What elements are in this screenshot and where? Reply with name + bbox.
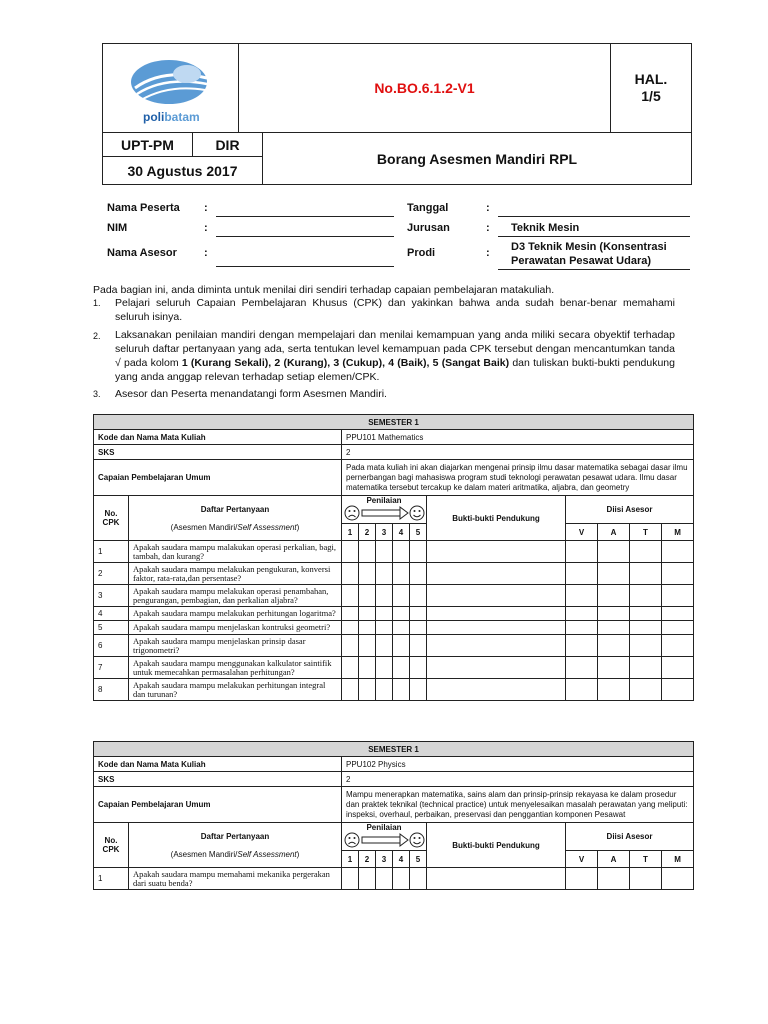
dir-label: DIR (193, 133, 263, 157)
score-cell[interactable] (393, 607, 410, 621)
self-assessment-label: Self Assessment (237, 522, 297, 532)
logo-text-poli: poli (143, 110, 165, 124)
asesor-cell[interactable] (662, 621, 694, 635)
bukti-cell[interactable] (427, 657, 566, 679)
bukti-cell[interactable] (427, 585, 566, 607)
asesor-cell[interactable] (598, 607, 630, 621)
prodi-value-line-2: Perawatan Pesawat Udara) (511, 255, 652, 267)
score-header: 2 (359, 851, 376, 868)
capaian-label: Capaian Pembelajaran Umum (94, 787, 342, 823)
vatm-header: V (566, 524, 598, 541)
asesor-cell[interactable] (662, 585, 694, 607)
bukti-cell[interactable] (427, 621, 566, 635)
form-title: Borang Asesmen Mandiri RPL (376, 150, 578, 167)
cpk-label: CPK (102, 518, 120, 527)
happy-face-icon (410, 833, 424, 847)
nama-asesor-label: Nama Asesor (107, 247, 177, 259)
happy-face-icon (410, 506, 424, 520)
vatm-header: M (662, 524, 694, 541)
score-cell[interactable] (342, 541, 359, 563)
asesor-cell[interactable] (598, 635, 630, 657)
score-cell[interactable] (342, 607, 359, 621)
jurusan-value: Teknik Mesin (511, 222, 580, 234)
bukti-cell[interactable] (427, 635, 566, 657)
score-header: 2 (359, 524, 376, 541)
question-text: Apakah saudara mampu melakukan perhitungan integral dan turunan? (129, 679, 342, 701)
cpk-label: CPK (102, 845, 120, 854)
document-header (102, 43, 692, 185)
nim-field[interactable] (216, 236, 394, 237)
jurusan-label: Jurusan (407, 222, 450, 234)
colon: : (204, 247, 208, 259)
asesor-cell[interactable] (566, 868, 598, 890)
prodi-value (511, 240, 667, 268)
score-cell[interactable] (376, 679, 393, 701)
score-cell[interactable] (359, 585, 376, 607)
asesor-cell[interactable] (662, 679, 694, 701)
vatm-header: A (598, 524, 630, 541)
sks-label: SKS (94, 445, 342, 460)
question-row (94, 679, 694, 701)
vatm-header: T (630, 524, 662, 541)
prodi-field (498, 269, 690, 270)
instructions-intro: Pada bagian ini, anda diminta untuk menilai diri sendiri terhadap capaian pembelajaran matakuliah. (93, 284, 555, 296)
asesor-cell[interactable] (630, 657, 662, 679)
score-header: 1 (342, 524, 359, 541)
question-row (94, 657, 694, 679)
jurusan-field (498, 236, 690, 237)
asesor-cell[interactable] (598, 541, 630, 563)
rating-scale-graphic (342, 505, 427, 521)
score-cell[interactable] (393, 621, 410, 635)
score-cell[interactable] (410, 679, 427, 701)
asesor-cell[interactable] (566, 679, 598, 701)
question-text: Apakah saudara mampu melakukan pengukuran, konversi faktor, rata-rata,dan persentase? (129, 563, 342, 585)
asesor-cell[interactable] (662, 868, 694, 890)
asesor-cell[interactable] (630, 679, 662, 701)
score-header: 5 (410, 851, 427, 868)
bukti-cell[interactable] (427, 868, 566, 890)
sad-face-icon (345, 506, 359, 520)
score-cell[interactable] (342, 868, 359, 890)
bukti-header: Bukti-bukti Pendukung (427, 496, 566, 541)
no-cpk-header (94, 823, 129, 868)
hal-label: HAL. (634, 71, 668, 87)
score-cell[interactable] (393, 563, 410, 585)
sad-face-icon (345, 833, 359, 847)
colon: : (486, 202, 490, 214)
asesor-cell[interactable] (566, 563, 598, 585)
score-cell[interactable] (393, 541, 410, 563)
sks-value: 2 (342, 445, 694, 460)
instruction-3: Asesor dan Peserta menandatangi form Asesmen Mandiri. (115, 388, 387, 400)
question-row (94, 621, 694, 635)
cpk-number: 1 (94, 541, 129, 563)
vatm-header: T (630, 851, 662, 868)
capaian-value: Mampu menerapkan matematika, sains alam dan prinsip-prinsip rekayasa ke dalam prosedur dan praktek teknikal (technical practice) untuk menyelesaikan masalah perawatan yang meliputi: inspeksi, overhaul, perbaikan, preservasi dan penggantian komponen Pesawat (342, 787, 694, 823)
penilaian-header (342, 823, 427, 851)
score-header: 4 (393, 851, 410, 868)
question-row (94, 868, 694, 890)
asesor-cell[interactable] (630, 585, 662, 607)
score-cell[interactable] (359, 621, 376, 635)
svg-text:polibatam (143, 110, 200, 124)
arrow-right-icon (362, 507, 408, 519)
score-cell[interactable] (342, 679, 359, 701)
no-label: No. (104, 509, 118, 518)
asesor-cell[interactable] (662, 635, 694, 657)
asesmen-close: ) (296, 849, 300, 859)
score-cell[interactable] (342, 585, 359, 607)
daftar-header (129, 823, 342, 868)
instruction-number: 3. (93, 389, 101, 399)
nim-label: NIM (107, 222, 128, 234)
vatm-header: M (662, 851, 694, 868)
score-cell[interactable] (359, 563, 376, 585)
question-text: Apakah saudara mampu menjelaskan prinsip dasar trigonometri? (129, 635, 342, 657)
semester-table-mathematics (93, 414, 694, 701)
instruction-2-text-b: dan tuliskan bukti-bukti pendukung yang anda anggap relevan terhadap setiap elemen/CPK. (115, 357, 675, 383)
unit-label: UPT-PM (103, 133, 193, 157)
score-cell[interactable] (410, 563, 427, 585)
instruction-2-text-a: Laksanakan penilaian mandiri dengan mempelajari dan menilai kemampuan yang anda miliki secara obyektif terhadap seluruh daftar pertanyaan yang ada, serta tentukan level kemampuan pada CPK tersebut dengan mencantumkan tanda √ pada kolom (115, 329, 675, 369)
score-cell[interactable] (393, 585, 410, 607)
question-text: Apakah saudara mampu menjelaskan kontruksi geometri? (129, 621, 342, 635)
score-header: 1 (342, 851, 359, 868)
colon: : (486, 247, 490, 259)
score-header: 3 (376, 851, 393, 868)
score-cell[interactable] (393, 657, 410, 679)
score-header: 3 (376, 524, 393, 541)
score-cell[interactable] (359, 679, 376, 701)
bukti-cell[interactable] (427, 679, 566, 701)
semester-title: SEMESTER 1 (94, 742, 694, 757)
bukti-cell[interactable] (427, 541, 566, 563)
asesor-cell[interactable] (598, 679, 630, 701)
course-label: Kode dan Nama Mata Kuliah (94, 757, 342, 772)
score-header: 4 (393, 524, 410, 541)
asesor-cell[interactable] (598, 621, 630, 635)
course-value: PPU101 Mathematics (342, 430, 694, 445)
asesor-cell[interactable] (630, 607, 662, 621)
instruction-number: 1. (93, 298, 101, 308)
daftar-label: Daftar Pertanyaan (200, 504, 270, 514)
tanggal-label: Tanggal (407, 202, 449, 214)
logo-cell (103, 44, 239, 133)
score-cell[interactable] (342, 657, 359, 679)
asesor-cell[interactable] (630, 621, 662, 635)
asesor-cell[interactable] (566, 657, 598, 679)
score-cell[interactable] (376, 541, 393, 563)
nama-peserta-field[interactable] (216, 216, 394, 217)
score-cell[interactable] (342, 635, 359, 657)
page-indicator (611, 44, 691, 133)
asesor-cell[interactable] (566, 635, 598, 657)
score-cell[interactable] (376, 621, 393, 635)
cpk-number: 5 (94, 621, 129, 635)
document-number: No.BO.6.1.2-V1 (239, 44, 611, 133)
diisi-asesor-header: Diisi Asesor (566, 823, 694, 851)
score-cell[interactable] (393, 679, 410, 701)
score-cell[interactable] (410, 541, 427, 563)
score-cell[interactable] (342, 563, 359, 585)
colon: : (204, 202, 208, 214)
score-cell[interactable] (376, 607, 393, 621)
self-assessment-label: Self Assessment (237, 849, 297, 859)
asesor-cell[interactable] (662, 563, 694, 585)
question-row (94, 563, 694, 585)
score-cell[interactable] (410, 868, 427, 890)
score-cell[interactable] (393, 868, 410, 890)
course-value: PPU102 Physics (342, 757, 694, 772)
question-text: Apakah saudara mampu memahami mekanika pergerakan dari suatu benda? (129, 868, 342, 890)
score-cell[interactable] (410, 607, 427, 621)
cpk-number: 1 (94, 868, 129, 890)
capaian-value: Pada mata kuliah ini akan diajarkan mengenai prinsip ilmu dasar matematika sebagai dasar ilmu pernerbangan bagi mahasiswa program studi teknologi perawatan pesawat udara. Ilmu dasar matematika tersebut tercakup ke dalam materi aritmatika, aljabra, dan geometry (342, 460, 694, 496)
score-cell[interactable] (359, 607, 376, 621)
question-row (94, 607, 694, 621)
asesor-cell[interactable] (630, 541, 662, 563)
instruction-2 (115, 328, 675, 384)
logo-text-batam: batam (164, 110, 200, 124)
question-row (94, 585, 694, 607)
score-cell[interactable] (410, 585, 427, 607)
diisi-asesor-header: Diisi Asesor (566, 496, 694, 524)
asesmen-open: (Asesmen Mandiri/ (170, 849, 238, 859)
asesor-cell[interactable] (598, 585, 630, 607)
asesor-cell[interactable] (630, 868, 662, 890)
penilaian-label: Penilaian (366, 496, 402, 505)
question-text: Apakah saudara mampu malakukan operasi perkalian, bagi, tambah, dan kurang? (129, 541, 342, 563)
cpk-number: 8 (94, 679, 129, 701)
arrow-right-icon (362, 834, 408, 846)
vatm-header: A (598, 851, 630, 868)
score-header: 5 (410, 524, 427, 541)
tanggal-field[interactable] (498, 216, 690, 217)
asesor-cell[interactable] (566, 607, 598, 621)
hal-value: 1/5 (641, 88, 661, 104)
asesor-cell[interactable] (662, 541, 694, 563)
cpk-number: 2 (94, 563, 129, 585)
nama-peserta-label: Nama Peserta (107, 202, 180, 214)
prodi-value-line-1: D3 Teknik Mesin (Konsentrasi (511, 241, 667, 253)
asesmen-close: ) (296, 522, 300, 532)
asesor-cell[interactable] (566, 621, 598, 635)
instruction-2-scale: 1 (Kurang Sekali), 2 (Kurang), 3 (Cukup), 4 (Baik), 5 (Sangat Baik) (181, 357, 510, 369)
bukti-cell[interactable] (427, 607, 566, 621)
score-cell[interactable] (359, 541, 376, 563)
question-text: Apakah saudara mampu melakukan operasi penambahan, pengurangan, pembagian, dan perkalian aljabra? (129, 585, 342, 607)
score-cell[interactable] (376, 657, 393, 679)
score-cell[interactable] (376, 563, 393, 585)
course-label: Kode dan Nama Mata Kuliah (94, 430, 342, 445)
asesor-cell[interactable] (598, 868, 630, 890)
no-label: No. (104, 836, 118, 845)
question-text: Apakah saudara mampu melakukan perhitungan logaritma? (129, 607, 342, 621)
sks-value: 2 (342, 772, 694, 787)
score-cell[interactable] (359, 657, 376, 679)
question-row (94, 635, 694, 657)
rating-scale-graphic (342, 832, 427, 848)
daftar-label: Daftar Pertanyaan (200, 831, 270, 841)
penilaian-header (342, 496, 427, 524)
vatm-header: V (566, 851, 598, 868)
bukti-cell[interactable] (427, 563, 566, 585)
nama-asesor-field[interactable] (216, 266, 394, 267)
score-cell[interactable] (393, 635, 410, 657)
asesor-cell[interactable] (598, 563, 630, 585)
score-cell[interactable] (410, 621, 427, 635)
cpk-number: 4 (94, 607, 129, 621)
cpk-number: 6 (94, 635, 129, 657)
cpk-number: 3 (94, 585, 129, 607)
cpk-number: 7 (94, 657, 129, 679)
asesmen-open: (Asesmen Mandiri/ (170, 522, 238, 532)
score-cell[interactable] (376, 635, 393, 657)
asesor-cell[interactable] (662, 657, 694, 679)
score-cell[interactable] (342, 621, 359, 635)
question-text: Apakah saudara mampu menggunakan kalkulator saintifik untuk memecahkan permasalahan perhitungan? (129, 657, 342, 679)
asesor-cell[interactable] (598, 657, 630, 679)
score-cell[interactable] (376, 585, 393, 607)
penilaian-label: Penilaian (366, 823, 402, 832)
document-date: 30 Agustus 2017 (103, 157, 263, 184)
no-cpk-header (94, 496, 129, 541)
colon: : (486, 222, 490, 234)
polibatam-logo (103, 44, 239, 133)
colon: : (204, 222, 208, 234)
asesor-cell[interactable] (630, 563, 662, 585)
capaian-label: Capaian Pembelajaran Umum (94, 460, 342, 496)
semester-title: SEMESTER 1 (94, 415, 694, 430)
instruction-number: 2. (93, 331, 101, 341)
instruction-1: Pelajari seluruh Capaian Pembelajaran Khusus (CPK) dan yakinkan bahwa anda sudah benar-benar memahami seluruh isinya. (115, 297, 675, 323)
asesor-cell[interactable] (566, 541, 598, 563)
asesor-cell[interactable] (566, 585, 598, 607)
score-cell[interactable] (376, 868, 393, 890)
sks-label: SKS (94, 772, 342, 787)
score-cell[interactable] (410, 657, 427, 679)
score-cell[interactable] (359, 868, 376, 890)
asesor-cell[interactable] (662, 607, 694, 621)
semester-table-physics (93, 741, 694, 890)
score-cell[interactable] (359, 635, 376, 657)
prodi-label: Prodi (407, 247, 436, 259)
asesor-cell[interactable] (630, 635, 662, 657)
bukti-header: Bukti-bukti Pendukung (427, 823, 566, 868)
daftar-header (129, 496, 342, 541)
score-cell[interactable] (410, 635, 427, 657)
question-row (94, 541, 694, 563)
